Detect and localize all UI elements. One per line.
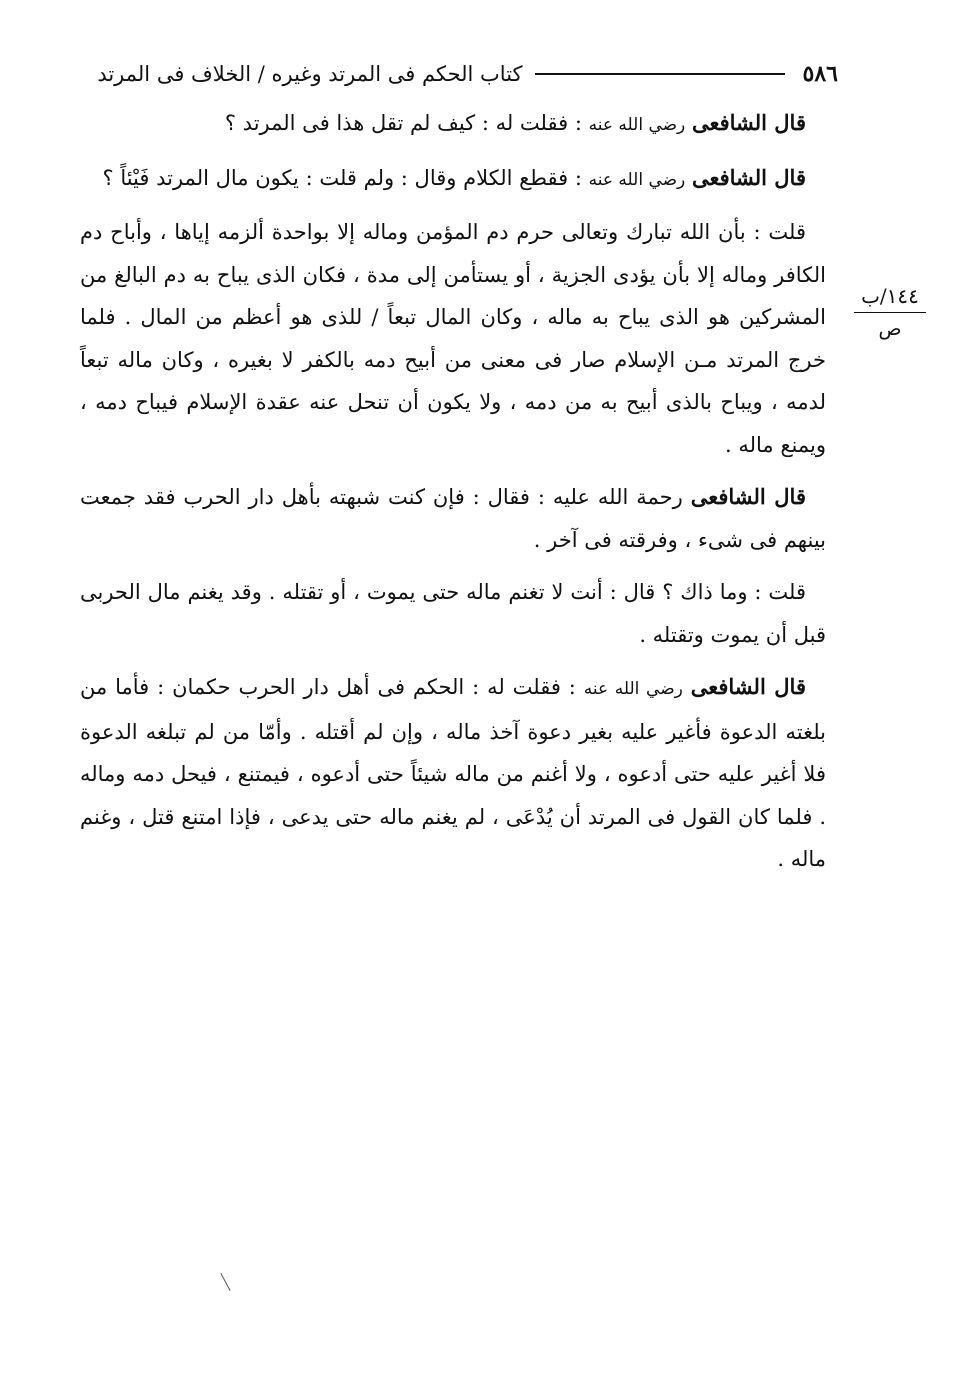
paragraph-4 <box>80 476 826 561</box>
page-header <box>78 56 838 92</box>
honorific: رضي الله عنه <box>583 679 683 699</box>
paragraph-text: : فقطع الكلام وقال : ولم قلت : يكون مال المرتد فَيْئاً ؟ <box>102 165 589 190</box>
margin-rule <box>854 312 926 313</box>
running-title: كتاب الحكم فى المرتد وغيره / الخلاف فى المرتد <box>97 62 523 86</box>
paragraph-2 <box>80 157 826 202</box>
paragraph-text: : فقلت له : كيف لم تقل هذا فى المرتد ؟ <box>224 111 589 135</box>
paragraph-text: : فقلت له : الحكم فى أهل دار الحرب حكمان : فأما من بلغته الدعوة فأغير عليه بغير دعوة آخذ ماله ، وإن لم أقتله . وأمّا من لم تبلغه الدعوة فلا أغير عليه حتى أدعوه ، ولا أغنم من ماله شيئاً حتى أدعوه ، فيمتنع ، فيحل دمه وماله . فلما كان القول فى المرتد أن يُدْعَى ، لم يغنم ماله حتى يدعى ، فإذا امتنع قتل ، وغنم ماله . <box>80 675 827 871</box>
main-text <box>80 102 826 891</box>
paragraph-5 <box>80 571 826 656</box>
speaker-name: قال الشافعى <box>690 674 806 699</box>
honorific: رضي الله عنه <box>588 115 686 135</box>
paragraph-text: رحمة الله عليه : فقال : فإن كنت شبهته بأهل دار الحرب فقد جمعت بينهم فى شىء ، وفرقته فى آخر . <box>80 485 826 552</box>
page-number: ٥٨٦ <box>802 61 838 87</box>
header-rule <box>535 73 785 75</box>
honorific: رضي الله عنه <box>588 169 686 190</box>
speaker-name: قال الشافعى <box>691 110 806 135</box>
margin-sub-label: ص <box>878 318 902 340</box>
margin-folio-ref: ١٤٤/ب <box>861 284 919 308</box>
paragraph-text: قلت : وما ذاك ؟ قال : أنت لا تغنم ماله حتى يموت ، أو تقتله . وقد يغنم مال الحربى قبل أن يموت وتقتله . <box>80 580 826 647</box>
margin-folio-note <box>850 282 930 341</box>
paragraph-text: قلت : بأن الله تبارك وتعالى حرم دم المؤمن وماله إلا بواحدة ألزمه إياها ، وأباح دم الكافر وماله إلا بأن يؤدى الجزية ، أو يستأمن إلى مدة ، فكان الذى يباح به دم البالغ من المشركين هو الذى يباح به ماله ، وكان المال تبعاً / للذى هو أعظم من المال . فلما خرج المرتد مـن الإسلام صار فى معنى من أبيح دمه بالكفر لا بغيره ، وكان ماله تبعاً لدمه ، ويباح بالذى أبيح به من دمه ، ولا يكون أن تنحل عنه عقدة الإسلام فيباح دمه ، ويمنع ماله . <box>80 220 826 457</box>
speaker-name: قال الشافعى <box>691 164 806 190</box>
scan-mark <box>220 1273 230 1291</box>
speaker-name: قال الشافعى <box>690 484 806 509</box>
paragraph-3 <box>80 211 826 466</box>
paragraph-1 <box>80 102 826 147</box>
paragraph-6 <box>80 666 826 881</box>
